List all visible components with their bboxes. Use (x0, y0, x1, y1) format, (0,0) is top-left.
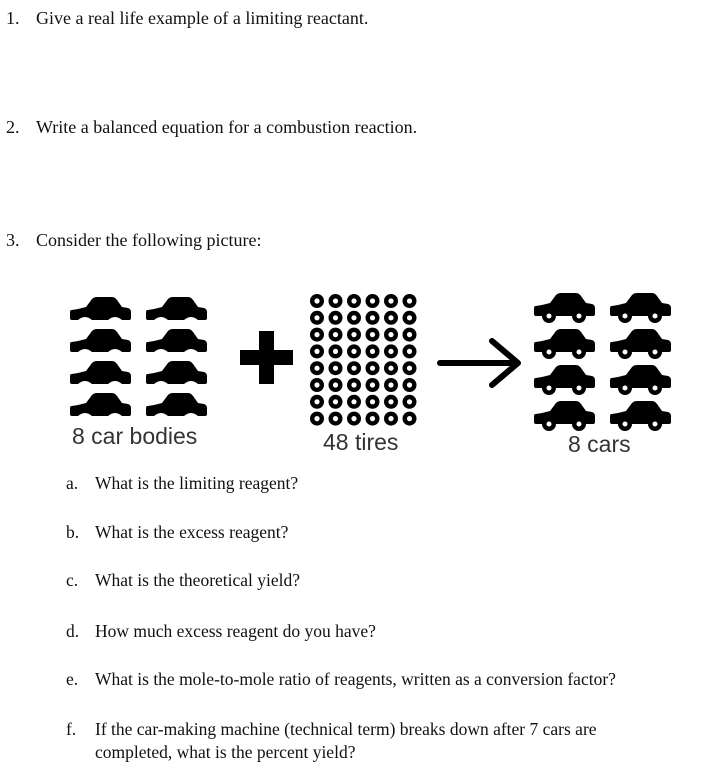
car-icon (610, 329, 671, 359)
car-icon (610, 365, 671, 395)
tire-icon (310, 395, 324, 409)
tire-icon (384, 361, 398, 375)
tire-icon (403, 294, 417, 308)
tire-icon (366, 395, 380, 409)
tire-icon (310, 328, 324, 342)
subquestion-letter: d. (66, 621, 80, 641)
car-icon (534, 293, 595, 323)
tire-icon (310, 412, 324, 426)
tire-icon (384, 412, 398, 426)
tire-icon (310, 361, 324, 375)
plus-icon (240, 331, 295, 386)
tire-icon (329, 311, 343, 325)
subquestion-letter: e. (66, 669, 79, 689)
question-number: 3. (6, 230, 20, 250)
subquestion-letter: b. (66, 522, 80, 542)
tire-icon (310, 311, 324, 325)
tire-icon (366, 311, 380, 325)
car-body-icon (146, 329, 207, 352)
subquestion-text: completed, what is the percent yield? (95, 742, 356, 762)
car-body-icon (70, 361, 131, 384)
tire-icon (384, 294, 398, 308)
car-body-icon (146, 393, 207, 416)
tire-icon (329, 412, 343, 426)
tire-icon (347, 361, 361, 375)
tire-icon (310, 344, 324, 358)
tire-icon (310, 378, 324, 392)
tire-icon (403, 412, 417, 426)
tire-icon (329, 344, 343, 358)
car-body-icon (146, 297, 207, 320)
car-icon (534, 329, 595, 359)
car-bodies-group (68, 296, 218, 422)
subquestion-letter: c. (66, 570, 79, 590)
tire-icon (403, 344, 417, 358)
subquestion-letter: a. (66, 473, 79, 493)
car-icon (534, 365, 595, 395)
question-text: Consider the following picture: (36, 230, 262, 250)
tire-icon (310, 294, 324, 308)
car-body-icon (70, 393, 131, 416)
question-text: Write a balanced equation for a combustion reaction. (36, 117, 418, 137)
car-body-icon (146, 361, 207, 384)
subquestion-text: What is the limiting reagent? (95, 473, 299, 493)
tire-icon (384, 378, 398, 392)
tire-icon (403, 311, 417, 325)
subquestion-text: If the car-making machine (technical term) breaks down after 7 cars are (95, 719, 597, 739)
tire-icon (329, 328, 343, 342)
tires-group (310, 294, 430, 434)
tires-label: 48 tires (323, 429, 399, 455)
car-body-icon (70, 329, 131, 352)
tire-icon (384, 328, 398, 342)
tire-icon (403, 361, 417, 375)
tire-icon (366, 294, 380, 308)
tire-icon (366, 412, 380, 426)
tire-icon (347, 311, 361, 325)
tire-icon (384, 311, 398, 325)
car-icon (610, 293, 671, 323)
tire-icon (347, 378, 361, 392)
subquestion-text: What is the mole-to-mole ratio of reagents, written as a conversion factor? (95, 669, 616, 689)
car-icon (610, 401, 671, 431)
tire-icon (347, 344, 361, 358)
cars-label: 8 cars (568, 431, 631, 457)
subquestion-text: How much excess reagent do you have? (95, 621, 376, 641)
tire-icon (384, 395, 398, 409)
tire-icon (329, 395, 343, 409)
tire-icon (329, 361, 343, 375)
tire-icon (366, 344, 380, 358)
tire-icon (347, 294, 361, 308)
cars-group (532, 292, 682, 432)
car-body-icon (70, 297, 131, 320)
tire-icon (384, 344, 398, 358)
subquestion-letter: f. (66, 719, 77, 739)
tire-icon (329, 294, 343, 308)
question-number: 1. (6, 8, 20, 28)
tire-icon (329, 378, 343, 392)
question-number: 2. (6, 117, 20, 137)
car-bodies-label: 8 car bodies (72, 423, 198, 449)
tire-icon (347, 328, 361, 342)
arrow-right-icon (436, 338, 526, 388)
tire-icon (366, 361, 380, 375)
question-text: Give a real life example of a limiting reactant. (36, 8, 369, 28)
subquestion-text: What is the theoretical yield? (95, 570, 301, 590)
tire-icon (403, 378, 417, 392)
tire-icon (403, 395, 417, 409)
tire-icon (403, 328, 417, 342)
tire-icon (347, 395, 361, 409)
car-icon (534, 401, 595, 431)
tire-icon (366, 378, 380, 392)
subquestion-text: What is the excess reagent? (95, 522, 289, 542)
tire-icon (347, 412, 361, 426)
tire-icon (366, 328, 380, 342)
